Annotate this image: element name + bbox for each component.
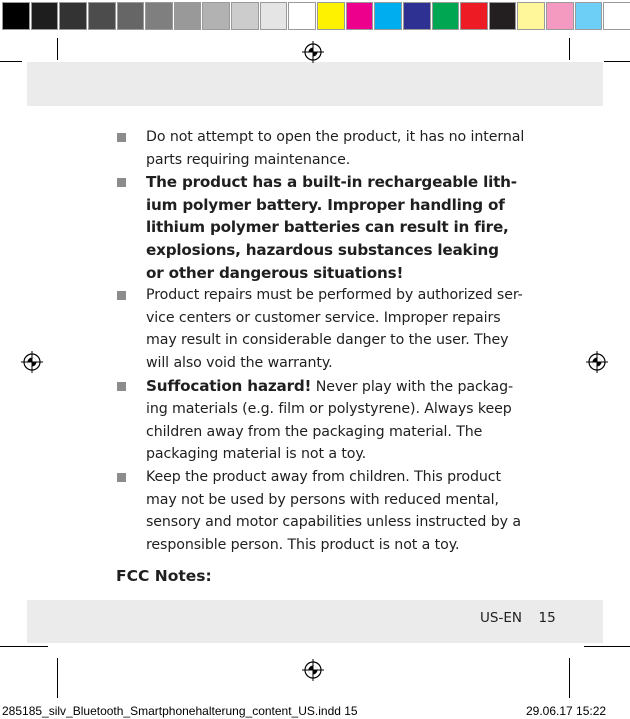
color-swatch [432,2,460,30]
text-line: may result in considerable danger to the user. They [146,332,509,349]
safety-instructions [116,126,525,588]
text-line: parts requiring maintenance. [146,151,351,168]
text-line: Product repairs must be performed by authorized ser- [146,287,523,304]
text-line: packaging material is not a toy. [146,446,367,463]
bullet-icon [117,382,126,391]
color-swatch [575,2,603,30]
file-date: 29.06.17 15:22 [526,704,607,718]
color-swatch [489,2,517,30]
color-swatch [202,2,230,30]
color-swatch [288,2,316,30]
bullet-icon [117,178,126,187]
bullet-item [116,466,521,556]
text-line: children away from the packaging material. The [146,423,483,440]
bullet-item [116,171,516,284]
bullet-icon [117,473,126,482]
registration-mark-icon [302,41,324,63]
page-footer [480,610,556,626]
text-line: ing materials (e.g. film or polystyrene). Always keep [146,401,512,418]
crop-mark [0,61,22,62]
color-calibration-bar [0,0,630,32]
color-swatch [88,2,116,30]
color-swatch [117,2,145,30]
text-line: Keep the product away from children. This product [146,468,501,485]
color-swatch [603,2,630,30]
warning-line: explosions, hazardous substances leaking [146,240,499,259]
color-swatch [317,2,345,30]
text-line: responsible person. This product is not a toy. [146,536,460,553]
color-swatch [403,2,431,30]
color-swatch [260,2,288,30]
color-swatch [2,2,30,30]
registration-mark-icon [586,351,608,373]
color-swatch [59,2,87,30]
color-swatch [374,2,402,30]
warning-line: lithium polymer batteries can result in fire, [146,218,509,237]
crop-mark [57,38,58,60]
color-swatch [231,2,259,30]
warning-line: ium polymer battery. Improper handling of [146,195,505,214]
color-swatch [174,2,202,30]
bullet-item [116,126,525,171]
file-slug: 285185_silv_Bluetooth_Smartphonehalterung_content_US.indd 15 [2,704,358,718]
bullet-icon [117,133,126,142]
crop-mark [569,658,570,698]
color-swatch [346,2,374,30]
warning-line: or other dangerous situations! [146,263,404,282]
text-line [146,375,516,399]
header-band [27,62,603,106]
registration-mark-icon [21,351,43,373]
bullet-icon [117,291,126,300]
warning-line: The product has a built-in rechargeable lith- [146,173,517,192]
color-swatch [145,2,173,30]
color-swatch [517,2,545,30]
color-swatch [460,2,488,30]
registration-mark-icon [302,659,324,681]
text-line: sensory and motor capabilities unless instructed by a [146,514,521,531]
text-line: will also void the warranty. [146,354,333,371]
crop-mark [584,646,630,647]
suffocation-warning: Suffocation hazard! [146,376,312,395]
page-number: 15 [538,610,556,626]
bullet-item [116,284,523,374]
text-line: may not be used by persons with reduced mental, [146,491,499,508]
bullet-item [116,375,516,466]
text-span: Never play with the packag- [311,378,514,395]
color-swatch [31,2,59,30]
crop-mark [57,658,58,698]
text-line: vice centers or customer service. Improper repairs [146,309,501,326]
color-swatch [546,2,574,30]
crop-mark [604,61,630,62]
text-line: Do not attempt to open the product, it has no internal [146,129,525,145]
language-code: US-EN [480,610,522,626]
crop-mark [0,646,48,647]
fcc-heading: FCC Notes: [116,567,212,586]
crop-mark [569,38,570,60]
